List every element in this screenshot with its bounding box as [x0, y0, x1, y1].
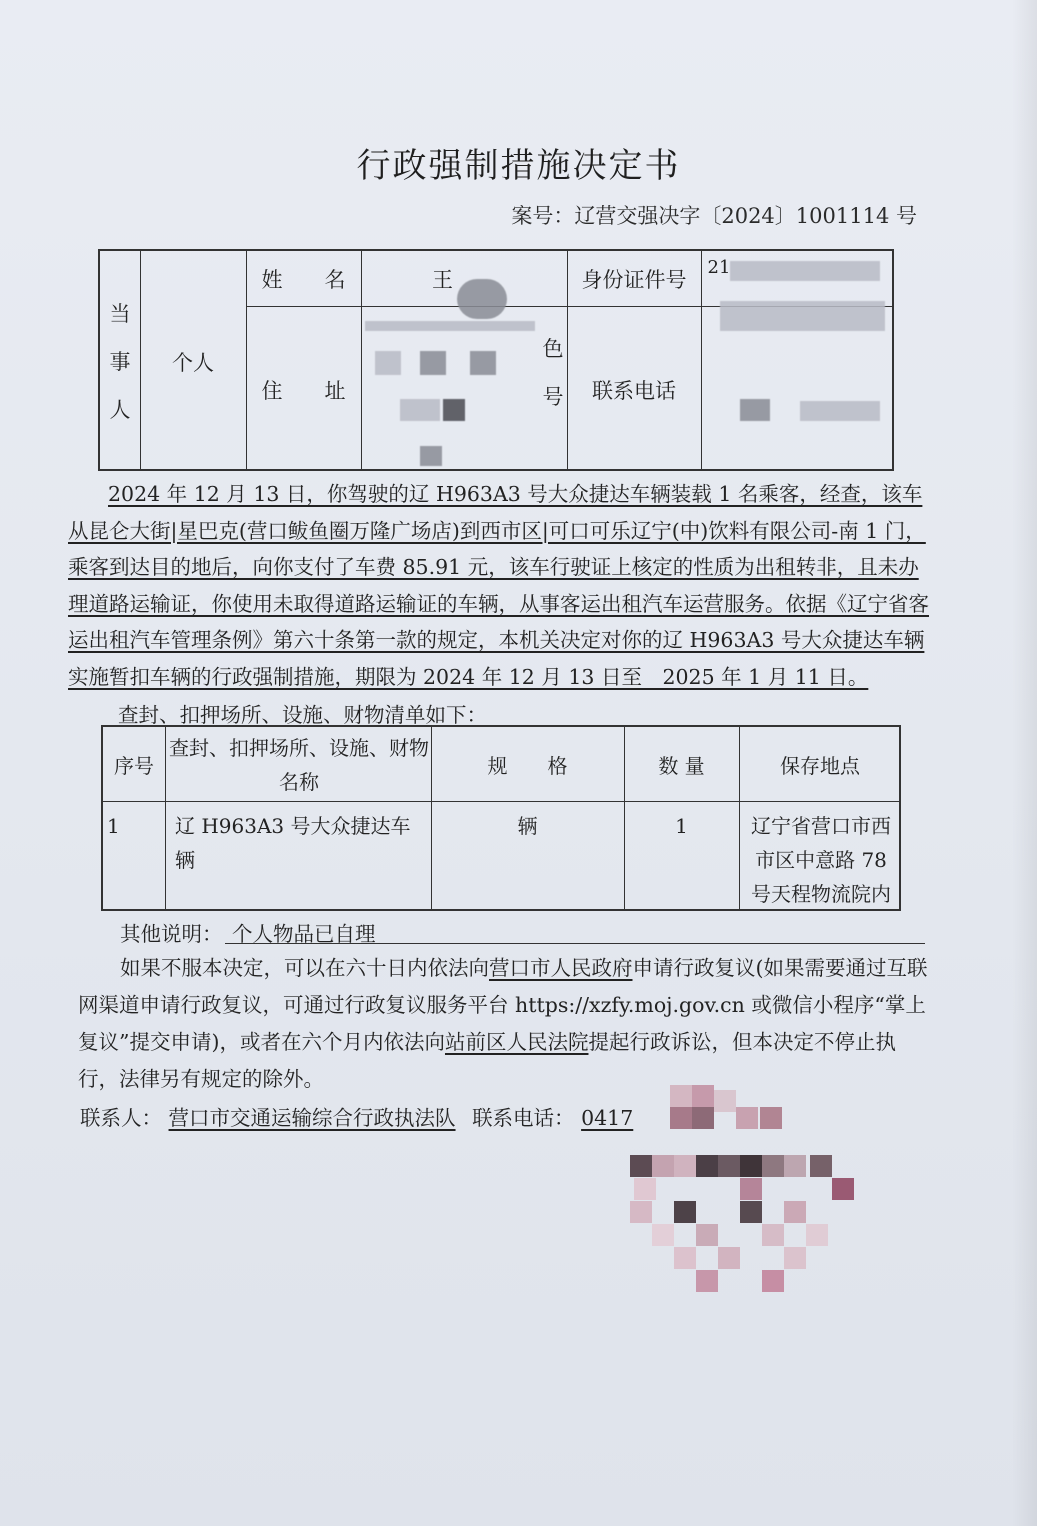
contact-value: 营口市交通运输综合行政执法队: [168, 1106, 456, 1130]
address-fragment-1: 色: [542, 337, 564, 361]
name-value: 王: [432, 267, 453, 292]
row-quantity: 1: [675, 814, 688, 838]
contact-phone-label: 联系电话：: [472, 1106, 575, 1130]
redaction-id: [730, 261, 880, 281]
redaction-address-1: [365, 321, 535, 331]
header-spec: 规 格: [487, 754, 568, 778]
address-fragment-2: 号: [542, 385, 564, 409]
other-notes-underline: [225, 943, 925, 944]
header-index: 序号: [114, 754, 154, 778]
row-item-name: 辽 H963A3 号大众捷达车辆: [175, 814, 411, 872]
id-value-partial: 21: [707, 256, 731, 278]
appeal-government: 营口市人民政府: [489, 956, 633, 980]
appeal-court: 站前区人民法院: [444, 1030, 589, 1054]
redaction-phone-2: [800, 401, 880, 421]
row-spec: 辆: [517, 814, 538, 838]
redaction-address-3: [420, 351, 446, 375]
appeal-text-b: 申请行政复议(如果需要通过互联网渠道申请行政复议，可通过行政复议服务平台 https://xzfy.moj.gov.cn 或微信小程序“掌上复议”提交申请)，或者在六个月内依法向: [78, 956, 928, 1054]
appeal-text-c: 提起行政诉讼，但本决定不停止执行，法律另有规定的除外。: [78, 1030, 896, 1091]
row-index: 1: [107, 814, 120, 838]
contact-label: 联系人：: [80, 1106, 162, 1130]
party-side-label: 当 事 人: [109, 302, 131, 422]
row-storage: 辽宁省营口市西市区中意路 78 号天程物流院内: [751, 814, 891, 906]
appeal-text-a: 如果不服本决定，可以在六十日内依法向: [120, 956, 489, 980]
redaction-name: [457, 279, 507, 319]
redaction-address-7: [420, 446, 442, 466]
party-table: [98, 249, 894, 471]
official-seal-redacted: [620, 1075, 860, 1295]
list-intro: 查封、扣押场所、设施、财物清单如下：: [118, 703, 487, 727]
redaction-id-2: [720, 301, 885, 331]
header-storage: 保存地点: [780, 754, 860, 778]
address-label: 住 址: [261, 378, 346, 403]
id-label: 身份证件号: [581, 267, 687, 292]
header-item-name: 查封、扣押场所、设施、财物名称: [169, 736, 429, 794]
other-notes-value: 个人物品已自理: [232, 922, 376, 946]
page-fold-shadow: [1012, 0, 1037, 1526]
header-quantity: 数 量: [658, 754, 705, 778]
seized-items-table: [101, 725, 901, 911]
contact-phone-value: 0417: [581, 1106, 634, 1130]
phone-label: 联系电话: [592, 378, 676, 403]
decision-paragraph: 2024 年 12 月 13 日，你驾驶的辽 H963A3 号大众捷达车辆装载 1 名乘客，经查，该车从昆仑大街|星巴克(营口鲅鱼圈万隆广场店)到西市区|可口可乐辽宁(中)饮料有限公司-南 1 门，乘客到达目的地后，向你支付了车费 85.91 元，该车行驶证上核定的性质为出租转非，且未办理道路运输证，你使用未取得道路运输证的车辆，从事客运出租汽车运营服务。依据《辽宁省客运出租汽车管理条例》第六十条第一款的规定，本机关决定对你的辽 H963A3 号大众捷达车辆实施暂扣车辆的行政强制措施，期限为 2024 年 12 月 13 日至 2025 年 1 月 11 日。: [68, 482, 929, 689]
other-notes-label: 其他说明：: [120, 922, 223, 946]
name-label: 姓 名: [261, 267, 346, 292]
redaction-address-5: [470, 351, 496, 375]
redaction-address-4: [443, 399, 465, 421]
party-type: 个人: [172, 351, 214, 375]
redaction-address-2: [375, 351, 401, 375]
case-number: 案号：辽营交强决字〔2024〕1001114 号: [511, 204, 917, 228]
document-title: 行政强制措施决定书: [356, 146, 681, 186]
redaction-address-6: [400, 399, 440, 421]
contact-line: [80, 1101, 633, 1131]
redaction-phone-1: [740, 399, 770, 421]
